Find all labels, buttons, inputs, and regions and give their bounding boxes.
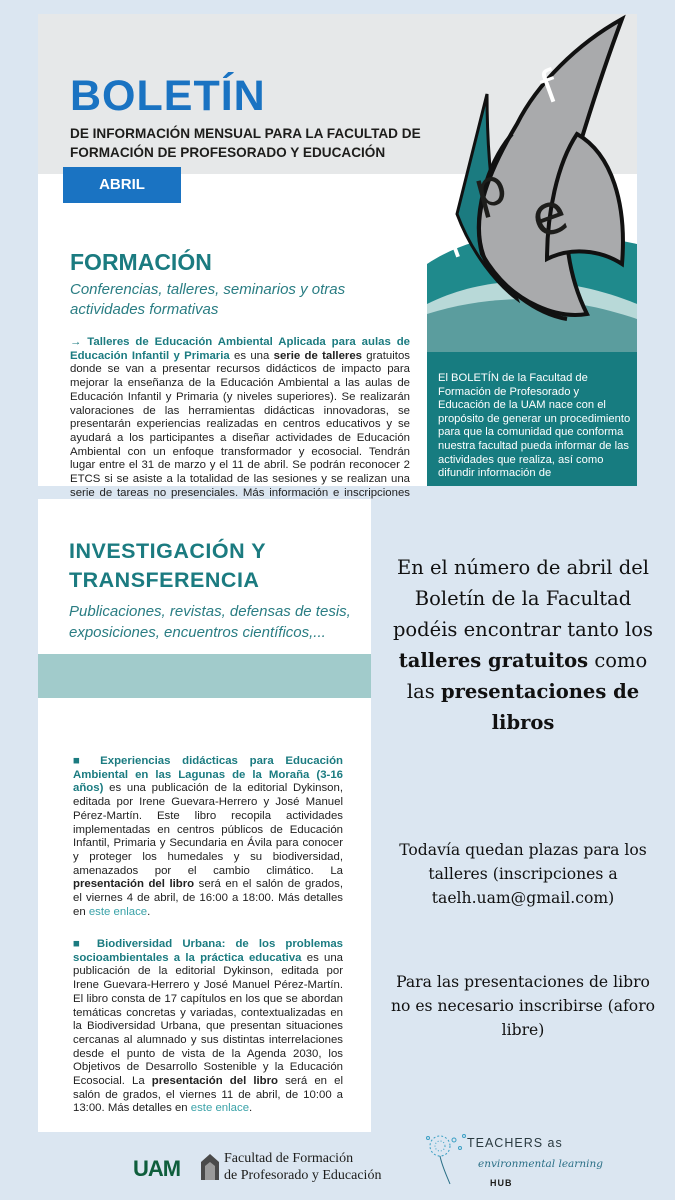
workshop-item — [70, 336, 410, 514]
book-bold: presentación del libro — [151, 1075, 278, 1088]
section-subtitle-formacion: Conferencias, talleres, seminarios y otras actividades formativas — [70, 281, 346, 318]
hub-subtitle: environmental learning — [478, 1158, 603, 1170]
section-title-investigacion: INVESTIGACIÓN Y TRANSFERENCIA — [69, 539, 266, 592]
faculty-name — [224, 1150, 381, 1184]
logo-letter-2: p — [467, 156, 513, 221]
month-badge: ABRIL — [63, 167, 181, 203]
section-divider-band — [38, 654, 371, 698]
book-heading: ■ Experiencias didácticas para Educación Ambiental en las Lagunas de la Moraña (3-16 años) — [73, 755, 343, 795]
hub-word: HUB — [490, 1178, 513, 1188]
book-heading: ■ Biodiversidad Urbana: de los problemas socioambientales a la práctica educativa — [73, 938, 343, 964]
faculty-building-icon — [199, 1152, 221, 1182]
book-text-b: será en el salón de grados, el viernes 11 de abril, de 10:00 a 13:00. Más detalles en — [73, 1075, 343, 1115]
book-text-b: será en el salón de grados, el viernes 4 de abril, de 16:00 a 18:00. Más detalles en — [73, 878, 343, 918]
logo-letter-1: f — [533, 61, 566, 115]
promo-bold-2: presentaciones de libros — [440, 680, 640, 734]
promo-part-2: como las — [406, 649, 648, 703]
book-text-c: . — [147, 905, 151, 918]
logo-letter-4: e — [521, 179, 577, 253]
promo-bold-1: talleres gratuitos — [398, 649, 589, 672]
faculty-name-line1: Facultad de Formación — [224, 1151, 354, 1166]
faculty-name-line2: de Profesorado y Educación — [224, 1168, 382, 1183]
bulletin-page-bottom — [38, 499, 371, 1132]
book-text-a: es una publicación de la editorial Dykinson, editada por Irene Guevara-Herrero y José Manuel Pérez-Martín. El libro consta de 17 capítulos en los que se abordan temáticas concretas y variadas, contextualizadas en la Biodiversidad Urbana, que presentan situaciones cercanas al alumnado y sus distintas interrelaciones desde el punto de vista de la Agenda 2030, los Objetivos de Desarrollo Sostenible y la Educación Ecosocial. La — [73, 951, 343, 1088]
book-link[interactable]: este enlace — [190, 1102, 250, 1115]
book-bold: presentación del libro — [73, 878, 195, 891]
logo-letter-3: f — [438, 217, 470, 269]
workshop-heading: → Talleres de Educación Ambiental Aplicada para aulas de Educación Infantil y Primaria — [70, 336, 410, 362]
workshop-bold: serie de talleres — [273, 349, 363, 362]
registration-email: taelh.uam@gmail.com — [431, 889, 609, 907]
workshop-text-b: gratuitos donde se van a presentar recursos didácticos de impacto para mejorar la enseñanza de la Educación Ambiental a las aulas de Educación Infantil y Primaria (y niveles superiores). Se realizarán valoraciones de las herramientas didácticas innovadoras, se presentarán experiencias realizadas en centros educativos y se ayudará a los participantes a diseñar actividades de Educación Ambiental con un enfoque transformador y ecosocial. Tendrán lugar entre el 31 de marzo y el 11 de abril. Se podrán reconocer 2 ETCS si se asiste a la totalidad de las sesiones y se realizan una serie de tareas no presenciales. Más información e inscripciones — [70, 349, 410, 499]
book-text-a: es una publicación de la editorial Dykinson, editada por Irene Guevara-Herrero y José Manuel Pérez-Martín. Este libro recopila actividades implementadas en centros públicos de Educación Infantil, Primaria y Secundaria en Ávila para conocer y proteger los humedales y su biodiversidad, amenazados por el cambio climático. La — [73, 782, 343, 877]
hub-title: TEACHERS as — [467, 1136, 563, 1150]
promo-text — [388, 552, 658, 738]
registration-note — [388, 838, 658, 910]
free-entry-note: Para las presentaciones de libro no es necesario inscribirse (aforo libre) — [390, 973, 656, 1039]
workshop-text-a: es una — [229, 349, 274, 362]
book-link[interactable]: este enlace — [88, 905, 148, 918]
promo-part-1: En el número de abril del Boletín de la Facultad podéis encontrar tanto los — [392, 556, 654, 641]
section-subtitle-investigacion: Publicaciones, revistas, defensas de tesis, exposiciones, encuentros científicos,... — [69, 603, 351, 641]
uam-logo: UAM — [133, 1156, 181, 1181]
bulletin-subtitle: DE INFORMACIÓN MENSUAL PARA LA FACULTAD DE FORMACIÓN DE PROFESORADO Y EDUCACIÓN — [70, 126, 421, 160]
registration-end: ) — [608, 889, 615, 907]
bulletin-title: BOLETÍN — [70, 72, 266, 120]
book-item — [73, 755, 343, 919]
book-item — [73, 938, 343, 1116]
about-panel-text: El BOLETÍN de la Facultad de Formación de Profesorado y Educación de la UAM nace con el propósito de generar un procedimiento para que la comunidad que conforma nuestra facultad pueda informar de las actividades que realiza, así como difundir información de — [438, 372, 631, 480]
section-title-formacion: FORMACIÓN — [70, 249, 212, 275]
book-text-c: . — [249, 1102, 253, 1115]
bulletin-page-top — [38, 14, 637, 499]
registration-text: Todavía quedan plazas para los talleres (inscripciones a — [399, 841, 647, 883]
